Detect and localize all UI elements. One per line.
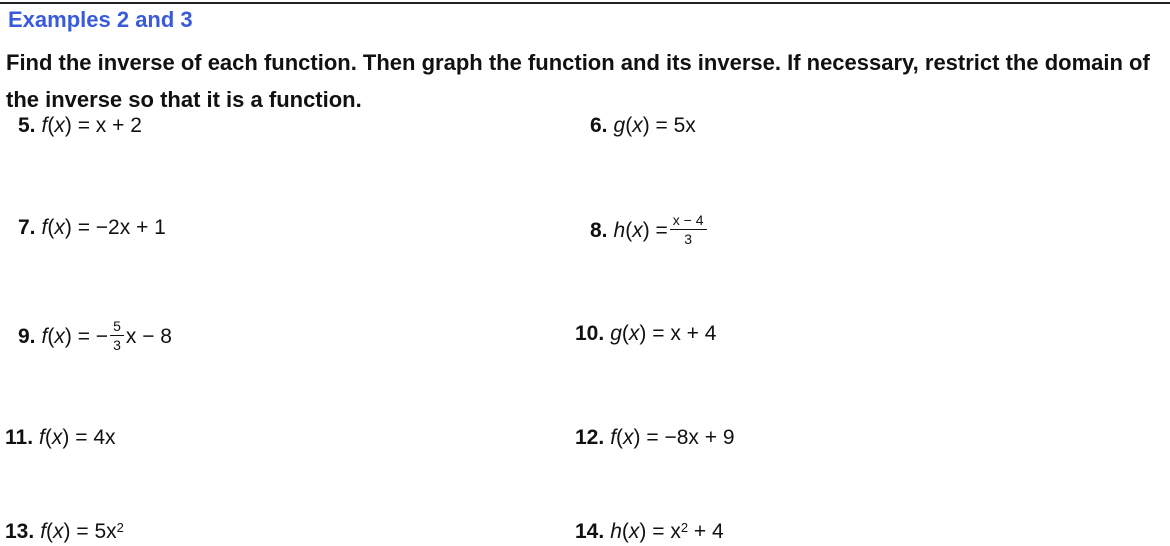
function-expression: f(x) = − $\frac{5}{3}$ x − 8 [41,318,172,353]
problem-13 [5,518,124,546]
problem-number: 14. [575,520,605,543]
function-expression: $f(x) = 5x^2$ [40,520,124,543]
problem-number: 9. [18,325,36,349]
function-expression: f(x) = −2x + 1 [41,216,166,239]
function-expression: $h(x) = x^2 + 4$ [610,520,724,543]
problem-10 [575,320,716,348]
problem-number: 8. [590,219,608,243]
problem-number: 5. [18,114,36,137]
function-expression: g(x) = x + 4 [610,322,717,345]
function-expression: h(x) = $\frac{x - 4}{3}$ [614,219,709,242]
exponent: 2 [680,520,689,535]
problem-number: 12. [575,426,605,449]
function-expression: f(x) = −8x + 9 [610,426,735,449]
function-expression: f(x) = x + 2 [41,114,142,137]
problem-9 [18,320,172,355]
problem-11 [5,424,116,452]
function-expression: f(x) = 4x [39,426,116,449]
problem-6 [590,112,696,140]
fraction: $\frac{x - 4}{3}$ [670,212,707,247]
problem-number: 10. [575,322,605,345]
section-heading: Examples 2 and 3 [8,7,193,32]
problem-number: 11. [5,426,34,449]
problem-12 [575,424,735,452]
problem-7 [18,214,166,242]
problem-8 [590,214,709,249]
problem-number: 7. [18,216,36,239]
problem-number: 13. [5,520,35,543]
top-divider [0,2,1170,4]
instructions-text: Find the inverse of each function. Then graph the function and its inverse. If necessary, restrict the domain of the inverse so that it is a function. [6,50,1150,112]
problem-5 [18,112,142,140]
function-expression: g(x) = 5x [613,114,696,137]
problem-number: 6. [590,114,608,137]
fraction: $\frac{5}{3}$ [110,318,124,353]
problem-14 [575,518,724,546]
exponent: 2 [116,520,124,535]
